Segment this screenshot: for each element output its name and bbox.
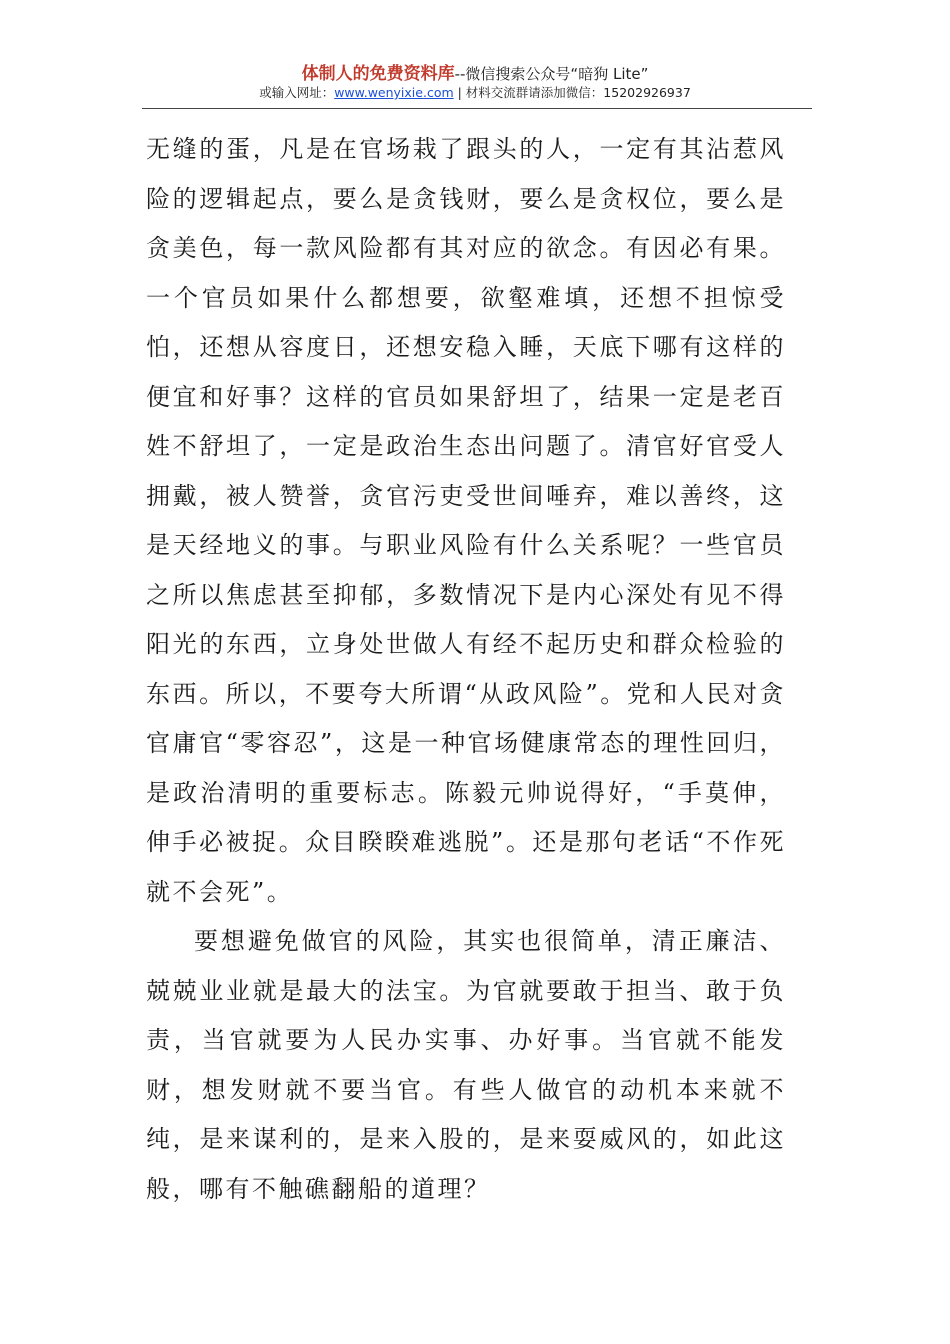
paragraph-1: 无缝的蛋，凡是在官场栽了跟头的人，一定有其沾惹风险的逻辑起点，要么是贪钱财，要么是贪权位，要么是贪美色，每一款风险都有其对应的欲念。有因必有果。一个官员如果什么都想要，欲壑难填，还想不担惊受怕，还想从容度日，还想安稳入睡，天底下哪有这样的便宜和好事？这样的官员如果舒坦了，结果一定是老百姓不舒坦了，一定是政治生态出问题了。清官好官受人拥戴，被人赞誉，贪官污吏受世间唾弃，难以善终，这是天经地义的事。与职业风险有什么关系呢？一些官员之所以焦虑甚至抑郁，多数情况下是内心深处有见不得阳光的东西，立身处世做人有经不起历史和群众检验的东西。所以，不要夸大所谓“从政风险”。党和人民对贪官庸官“零容忍”，这是一种官场健康常态的理性回归，是政治清明的重要标志。陈毅元帅说得好，“手莫伸，伸手必被捉。众目睽睽难逃脱”。还是那句老话“不作死就不会死”。: [146, 135, 786, 906]
header-url-prefix: 或输入网址：: [259, 85, 335, 100]
document-body: [146, 125, 786, 1214]
page-header: [0, 64, 950, 102]
header-contact-line: [0, 84, 950, 102]
header-contact: | 材料交流群请添加微信：15202926937: [457, 85, 691, 100]
header-divider: [142, 108, 812, 109]
header-tagline: --微信搜索公众号“暗狗 Lite”: [454, 65, 649, 83]
header-title-line: [0, 64, 950, 84]
header-website-link[interactable]: www.wenyixie.com: [334, 85, 454, 100]
header-brand: 体制人的免费资料库: [301, 64, 455, 84]
paragraph-2: 要想避免做官的风险，其实也很简单，清正廉洁、兢兢业业就是最大的法宝。为官就要敢于担当、敢于负责，当官就要为人民办实事、办好事。当官就不能发财，想发财就不要当官。有些人做官的动机本来就不纯，是来谋利的，是来入股的，是来耍威风的，如此这般，哪有不触礁翻船的道理？: [146, 927, 786, 1203]
